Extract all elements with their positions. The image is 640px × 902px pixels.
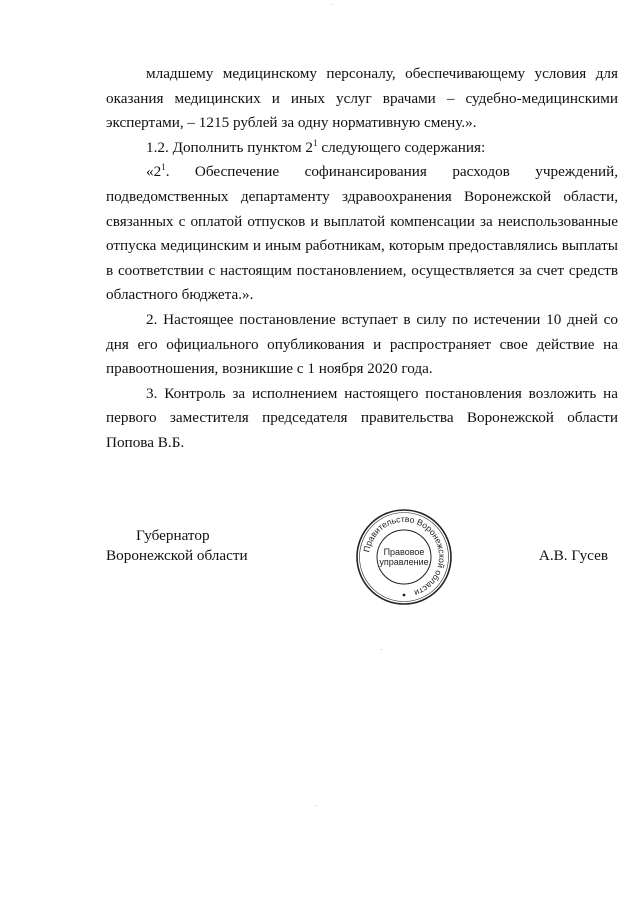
text-line: подведомственных департаменту здравоохранения Воронежской области, xyxy=(106,187,618,205)
text-line: областного бюджета.». xyxy=(106,286,254,304)
stamp-seal xyxy=(354,507,454,607)
text-line: Попова В.Б. xyxy=(106,433,185,451)
text-line: отпуска медицинским и иным работникам, которым предоставлялись выплаты xyxy=(106,237,618,255)
text-line: дня его официального опубликования и распространяет свое действие на xyxy=(106,335,618,353)
text-line xyxy=(106,160,618,185)
paragraph-2 xyxy=(106,308,618,382)
text-line: оказания медицинских и иных услуг врачами – судебно-медицинскими xyxy=(106,89,618,107)
stamp-ring-text: Правительство Воронежской области xyxy=(361,513,448,599)
signatory-name: А.В. Гусев xyxy=(538,547,608,564)
text-fragment: «2 xyxy=(146,163,162,181)
text-line: связанных с оплатой отпусков и выплатой компенсации за неиспользованные xyxy=(106,212,618,230)
text-line: младшему медицинскому персоналу, обеспечивающему условия для xyxy=(146,65,618,82)
stamp-dot xyxy=(403,594,406,597)
scan-speck xyxy=(316,805,317,806)
text-fragment: 1.2. Дополнить пунктом 2 xyxy=(146,138,314,156)
text-line: первого заместителя председателя правительства Воронежской области xyxy=(106,409,618,427)
paragraph-quote-2-1 xyxy=(106,160,618,308)
text-fragment: следующего содержания: xyxy=(317,138,486,156)
stamp-center-text: управление xyxy=(379,557,429,567)
paragraph-1-2 xyxy=(106,136,618,161)
scan-speck xyxy=(381,649,382,650)
text-line xyxy=(106,136,618,161)
text-line: 3. Контроль за исполнением настоящего постановления возложить на xyxy=(146,384,618,402)
paragraph-continuation xyxy=(106,62,618,136)
scan-speck xyxy=(331,4,332,5)
superscript: 1 xyxy=(313,137,318,148)
stamp-center-text: Правовое xyxy=(383,547,425,557)
text-line: в соответствии с настоящим постановлением, осуществляется за счет средств xyxy=(106,261,618,279)
signatory-title xyxy=(106,526,248,565)
paragraph-3 xyxy=(106,382,618,456)
text-line: экспертами, – 1215 рублей за одну нормативную смену.». xyxy=(106,114,477,132)
text-line: 2. Настоящее постановление вступает в силу по истечении 10 дней со xyxy=(146,310,618,328)
text-fragment: . Обеспечение софинансирования расходов учреждений, xyxy=(165,163,618,181)
text-line: правоотношения, возникшие с 1 ноября 2020 года. xyxy=(106,360,433,378)
signatory-title-line: Губернатор xyxy=(136,527,210,544)
signatory-title-line: Воронежской области xyxy=(106,546,248,564)
superscript: 1 xyxy=(161,162,166,173)
body-text xyxy=(106,62,618,456)
